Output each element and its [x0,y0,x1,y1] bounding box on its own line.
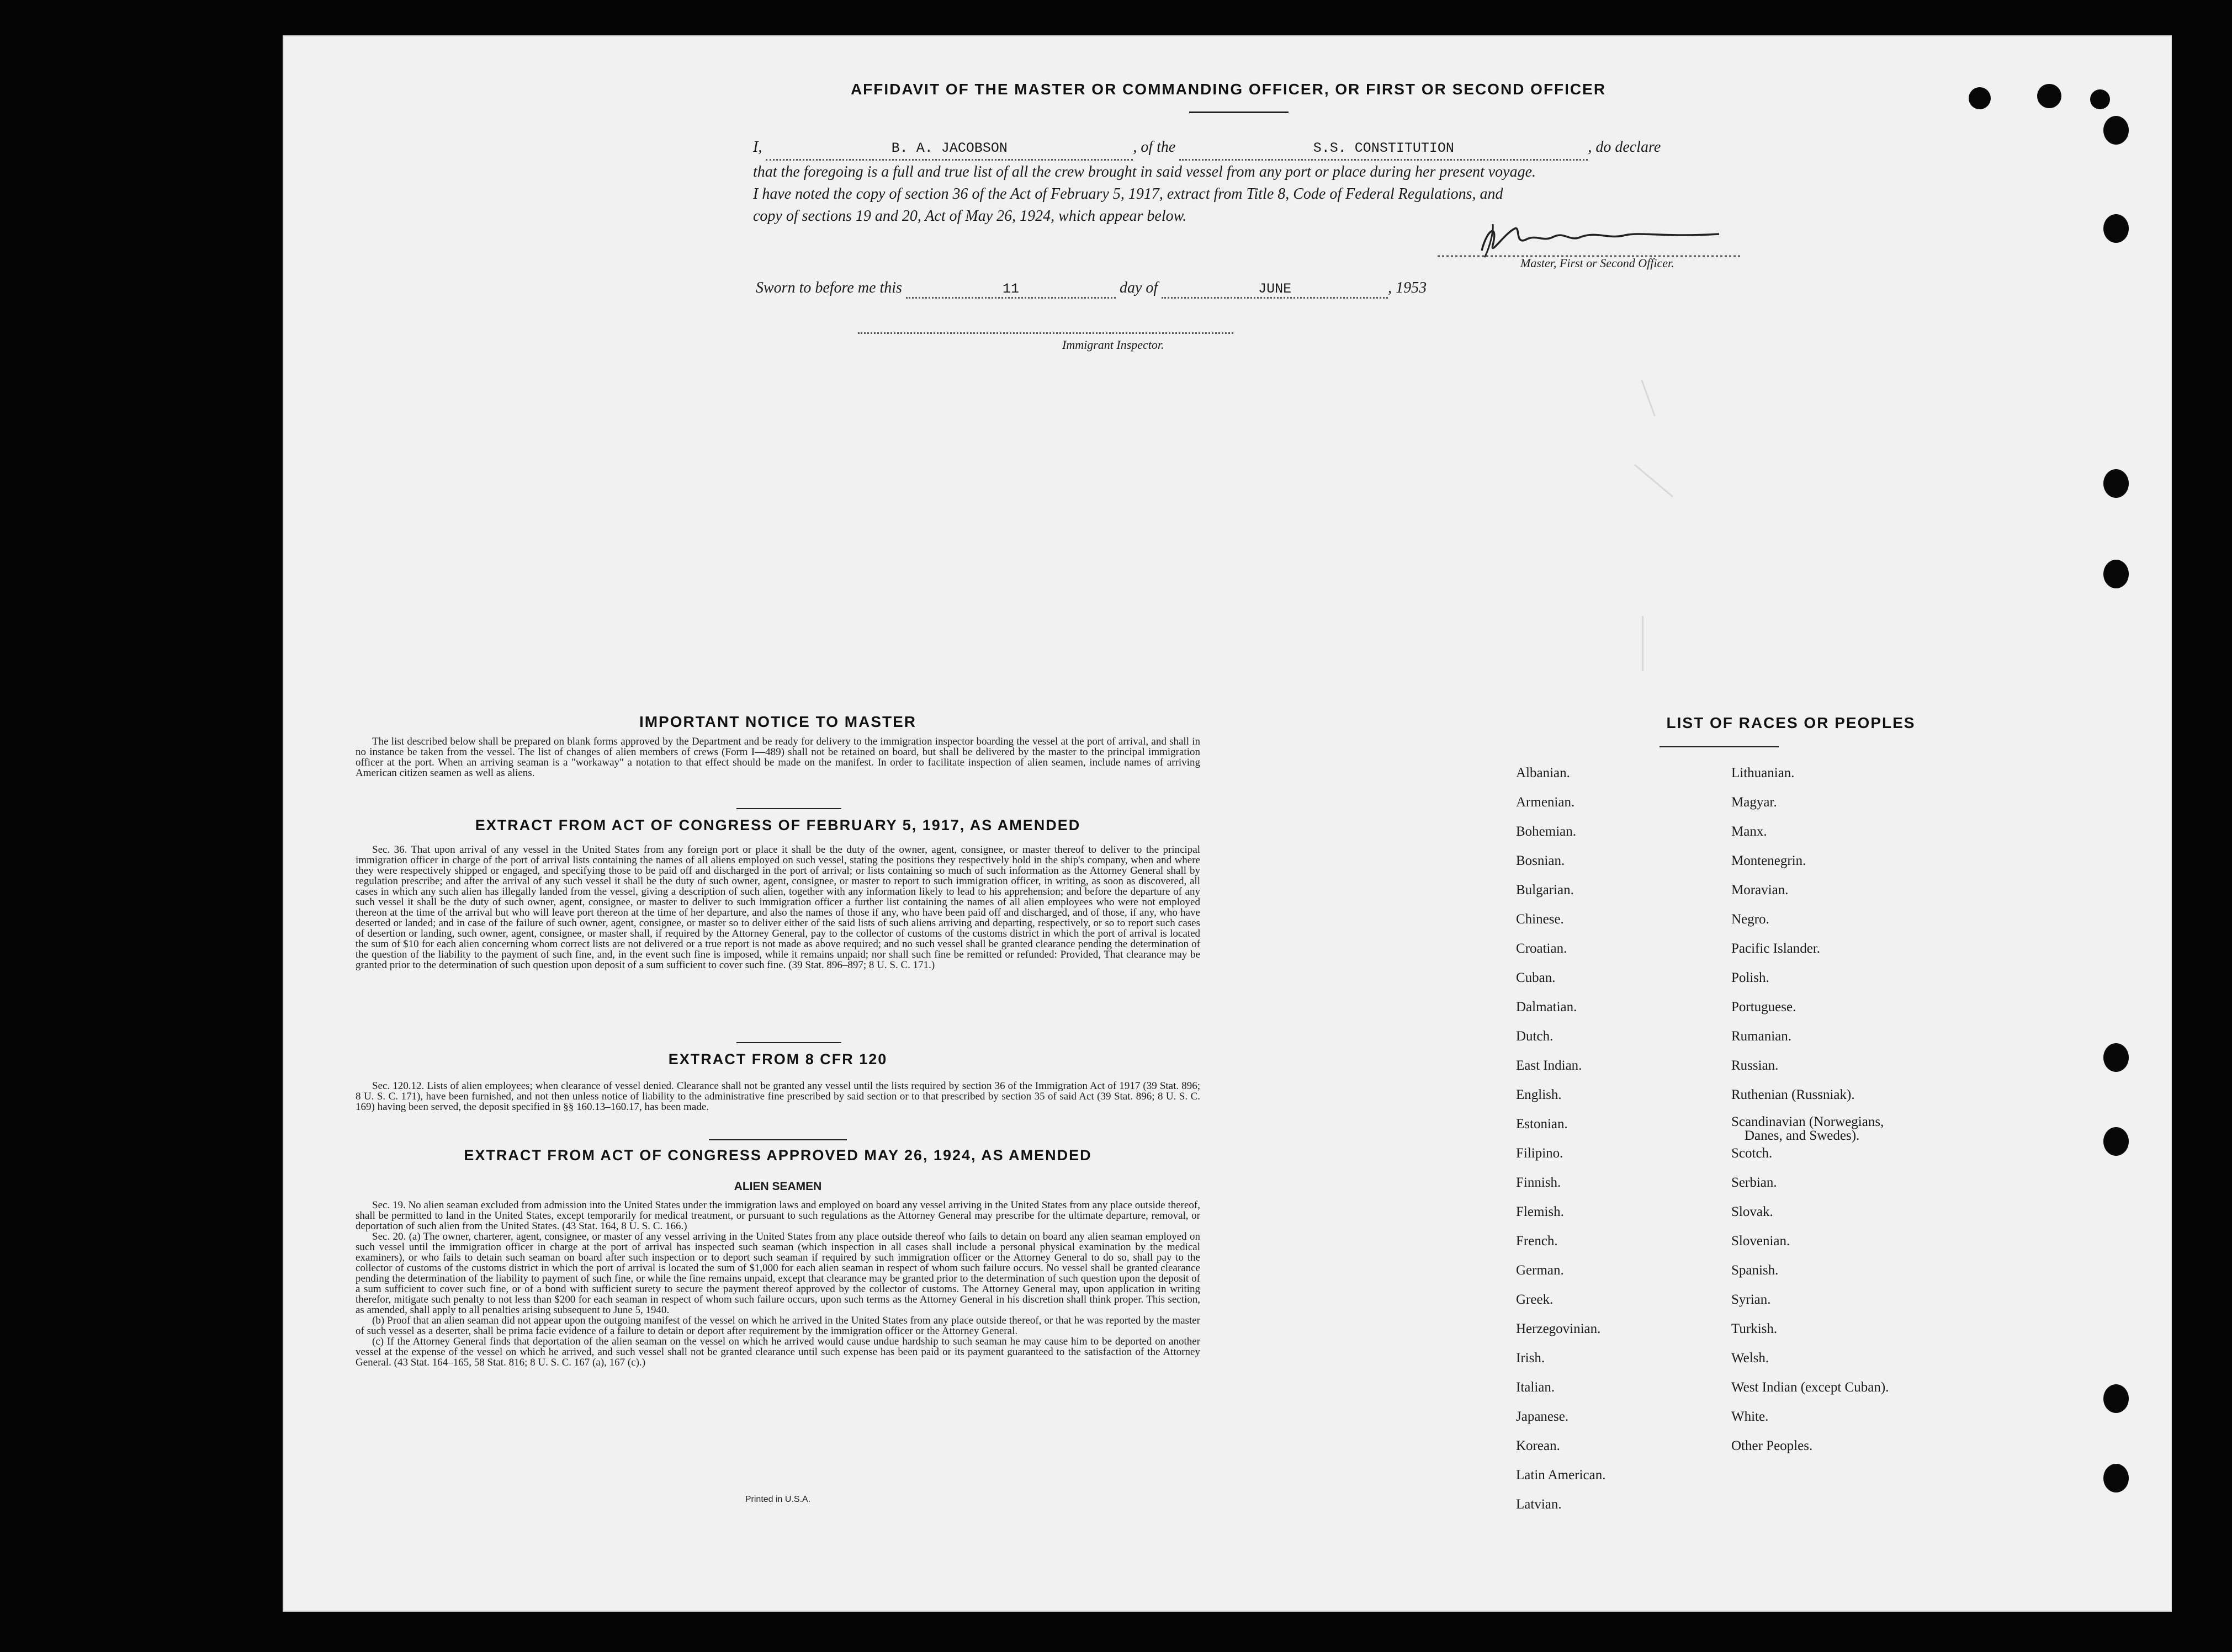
race-item: Turkish. [1731,1321,1778,1336]
race-item: Portuguese. [1731,1000,1796,1014]
punch-hole [2103,214,2129,243]
affidavit-line-4: copy of sections 19 and 20, Act of May 26, 1924, which appear below. [753,208,1187,225]
affidavit-do-declare: , do declare [1588,139,1661,156]
vessel-name-field[interactable]: S.S. CONSTITUTION [1179,138,1588,161]
races-title: LIST OF RACES OR PEOPLES [1666,714,1916,731]
punch-hole [1969,87,1991,109]
form-page [283,35,2172,1612]
punch-hole [2103,469,2129,498]
race-item: Bohemian. [1516,824,1577,839]
race-item: Other Peoples. [1731,1438,1813,1453]
punch-hole [2103,1127,2129,1156]
notice-text: The list described below shall be prepared on blank forms approved by the Department and be ready for delivery to the immigration inspector boarding the vessel at the port of arrival, and shall in no instance be taken from the vessel. The list of changes of alien members of crews (Form I—489) shall not be retained on board, but shall be delivered by the master to the principal immigration officer at the port. When an arriving seaman is a "workaway" a notation to that effect should be made on the manifest. In order to facilitate inspection of alien seamen, include names of arriving American citizen seamen as well as aliens. [356,736,1200,779]
punch-hole [2037,84,2061,108]
master-name-field[interactable]: B. A. JACOBSON [766,138,1133,161]
extract-1924-title: EXTRACT FROM ACT OF CONGRESS APPROVED MAY 26, 1924, AS AMENDED [464,1147,1092,1164]
race-item: French. [1516,1234,1558,1249]
divider [709,1139,847,1140]
extract-1917-title: EXTRACT FROM ACT OF CONGRESS OF FEBRUARY 5, 1917, AS AMENDED [475,817,1081,833]
race-item-scandinavian [1731,1109,1889,1143]
race-item: Latin American. [1516,1468,1606,1483]
race-item: Manx. [1731,824,1767,839]
divider [1660,746,1779,747]
race-item: Syrian. [1731,1292,1771,1307]
punch-hole [2090,89,2110,109]
affidavit-line-3: I have noted the copy of section 36 of the Act of February 5, 1917, extract from Title 8, Code of Federal Regulations, and [753,185,1503,203]
race-item: German. [1516,1263,1564,1278]
printed-in-usa: Printed in U.S.A. [745,1495,811,1504]
race-item: Italian. [1516,1380,1555,1395]
inspector-signature-line[interactable] [858,332,1233,334]
race-item-continuation: Danes, and Swedes). [1745,1128,1860,1143]
scan-mark [1642,616,1643,671]
scan-mark [1641,380,1656,417]
race-item: Dutch. [1516,1029,1554,1044]
notice-title: IMPORTANT NOTICE TO MASTER [639,713,917,730]
affidavit-of-the: , of the [1133,139,1176,156]
race-item: Montenegrin. [1731,853,1806,868]
scan-mark [1634,464,1673,497]
race-item: Irish. [1516,1351,1545,1366]
affidavit-i: I, [753,139,762,156]
race-item: Magyar. [1731,795,1777,810]
race-item: Cuban. [1516,970,1556,985]
race-item: Greek. [1516,1292,1554,1307]
sworn-label: Sworn to before me this [756,279,902,296]
race-item: Ruthenian (Russniak). [1731,1087,1855,1102]
divider [736,1042,841,1043]
race-item: Korean. [1516,1438,1560,1453]
extract-1917-text: Sec. 36. That upon arrival of any vessel in the United States from any foreign port or place it shall be the duty of the owner, agent, consignee, or master thereof to deliver to the principal immigration officer in charge of the port of arrival lists containing the names of all aliens employed on such vessel, stating the positions they respectively hold in the ship's company, when and where they were respectively shipped or engaged, and specifying those to be paid off and discharged in the port of arrival; or lists containing so much of such information as the Attorney General shall by regulation prescribe; and after the arrival of any such vessel it shall be the duty of such owner, agent, consignee, or master to report to such immigration officer, in writing, as soon as discovered, all cases in which any such alien has illegally landed from the vessel, giving a description of such alien, together with any information likely to lead to his apprehension; and before the departure of any such vessel it shall be the duty of such owner, agent, consignee, or master to deliver to such immigration officer a further list containing the names of all alien employees who were not employed thereon at the time of the arrival but who will leave port thereon at the time of her departure, and also the names of those if any, who have been paid off and discharged, and of those, if any, who have deserted or landed; and in case of the failure of such owner, agent, consignee, or master so to deliver either of the said lists of such aliens arriving and departing, respectively, or so to report such cases of desertion or landing, such owner, agent, consignee, or master shall, if required by the Attorney General, pay to the collector of customs of the customs district in which the port of arrival is located the sum of $10 for each alien concerning whom correct lists are not delivered or a true report is not made as above required; and no such vessel shall be granted clearance pending the determination of the question of the liability to the payment of such fine, and, in the event such fine is imposed, while it remains unpaid; nor shall such fine be remitted or refunded: Provided, That clearance may be granted prior to the determination of such question upon deposit of a sum sufficient to cover such fine. (39 Stat. 896–897; 8 U. S. C. 171.) [356,844,1200,971]
race-item: West Indian (except Cuban). [1731,1380,1889,1395]
race-item: Finnish. [1516,1175,1561,1190]
race-item: Scotch. [1731,1146,1773,1161]
section-20a-text: Sec. 20. (a) The owner, charterer, agent, consignee, or master of any vessel arriving in the United States from any place outside thereof who fails to detain on board any alien seaman employed on such vessel until the immigration officer in charge at the port of arrival has inspected such seaman (which inspection in all cases shall include a personal physical examination by the medical examiners), or who fails to detain such seaman on board after such inspection or to deport such seaman if required by such immigration officer or the Attorney General to do so, shall pay to the collector of customs of the customs district in which the port of arrival is located the sum of $1,000 for each alien seaman in respect of whom such failure occurs. No vessel shall be granted clearance pending the determination of the liability to payment of such fine, or while the fine remains unpaid, except that clearance may be granted prior to the determination of such question upon the deposit of a sum sufficient to cover such fine, or of a bond with sufficient surety to secure the payment thereof approved by the collector of customs. The Attorney General may, upon application in writing therefor, mitigate such penalty to not less than $200 for each seaman in respect of whom such failure occurs, upon such terms as the Attorney General in his discretion shall think proper. This section, as amended, shall apply to all penalties arising subsequent to June 5, 1940. [356,1231,1200,1316]
extract-cfr-text: Sec. 120.12. Lists of alien employees; when clearance of vessel denied. Clearance shall not be granted any vessel until the lists required by section 36 of the Immigration Act of 1917 (39 Stat. 896; 8 U. S. C. 171), have been furnished, and not then unless notice of liability to the administrative fine prescribed by said section or to that prescribed by section 35 of said Act (39 Stat. 896; 8 U. S. C. 169) having been served, the deposit specified in §§ 160.13–160.17, has been made. [356,1080,1200,1113]
race-item: Negro. [1731,912,1769,927]
year-field[interactable]: , 1953 [1388,279,1427,296]
race-item: Spanish. [1731,1263,1779,1278]
section-20c-text: (c) If the Attorney General finds that deportation of the alien seaman on the vessel on which he arrived would cause undue hardship to such seaman he may cause him to be deported on another vessel at the expense of the vessel on which he arrived, and such vessel shall not be granted clearance until such expense has been paid or its payment guaranteed to the satisfaction of the Attorney General. (43 Stat. 164–165, 58 Stat. 816; 8 U. S. C. 167 (a), 167 (c).) [356,1336,1200,1368]
race-item: White. [1731,1409,1769,1424]
punch-hole [2103,116,2129,145]
race-item: Latvian. [1516,1497,1562,1512]
race-item: Filipino. [1516,1146,1563,1161]
day-field[interactable]: 11 [906,281,1116,299]
race-item: Herzegovinian. [1516,1321,1601,1336]
punch-hole [2103,1384,2129,1413]
race-item: Chinese. [1516,912,1564,927]
race-item: Lithuanian. [1731,766,1795,780]
divider [1189,111,1289,113]
race-item: Scandinavian (Norwegians, [1731,1114,1884,1129]
race-item: Russian. [1731,1058,1779,1073]
race-item: Polish. [1731,970,1769,985]
month-field[interactable]: JUNE [1162,281,1388,299]
race-item: Armenian. [1516,795,1575,810]
race-item: Flemish. [1516,1204,1564,1219]
race-item: Slovak. [1731,1204,1773,1219]
alien-seamen-subtitle: ALIEN SEAMEN [734,1180,822,1193]
race-item: Slovenian. [1731,1234,1790,1249]
race-item: Pacific Islander. [1731,941,1821,956]
race-item: Albanian. [1516,766,1570,780]
punch-hole [2103,1043,2129,1072]
affidavit-line-2: that the foregoing is a full and true list of all the crew brought in said vessel from any port or place during her present voyage. [753,163,1536,180]
race-item: Croatian. [1516,941,1567,956]
races-column-1 [1516,758,1605,1519]
race-item: Dalmatian. [1516,1000,1577,1014]
affidavit-title: AFFIDAVIT OF THE MASTER OR COMMANDING OFFICER, OR FIRST OR SECOND OFFICER [850,81,1607,98]
race-item: Welsh. [1731,1351,1769,1366]
race-item: Bosnian. [1516,853,1565,868]
section-19-text: Sec. 19. No alien seaman excluded from admission into the United States under the immigration laws and employed on board any vessel arriving in the United States from any place outside thereof, shall be permitted to land in the United States, except temporarily for medical treatment, or pursuant to such regulations as the Attorney General may prescribe for the ultimate departure, removal, or deportation of such alien from the United States. (43 Stat. 164, 8 U. S. C. 166.) [356,1199,1200,1232]
race-item: English. [1516,1087,1562,1102]
punch-hole [2103,560,2129,588]
races-column-2 [1731,758,1889,1460]
extract-1924-body [356,1200,1200,1368]
race-item: East Indian. [1516,1058,1582,1073]
race-item: Japanese. [1516,1409,1569,1424]
sworn-line [756,279,1427,299]
race-item: Bulgarian. [1516,883,1574,897]
race-item: Rumanian. [1731,1029,1792,1044]
race-item: Serbian. [1731,1175,1777,1190]
inspector-label: Immigrant Inspector. [1062,338,1164,352]
day-of-label: day of [1119,279,1158,296]
signature-caption: Master, First or Second Officer. [1520,256,1674,270]
race-item: Moravian. [1731,883,1789,897]
extract-cfr-title: EXTRACT FROM 8 CFR 120 [668,1051,888,1067]
divider [736,808,841,809]
affidavit-body [753,137,2039,227]
section-20b-text: (b) Proof that an alien seaman did not appear upon the outgoing manifest of the vessel on which he arrived in the United States from any place outside thereof, or that he was reported by the master of such vessel as a deserter, shall be prima facie evidence of a failure to detain or deport after requirement by the immigration officer or the Attorney General. [356,1315,1200,1337]
race-item: Estonian. [1516,1117,1568,1132]
punch-hole [2103,1464,2129,1492]
